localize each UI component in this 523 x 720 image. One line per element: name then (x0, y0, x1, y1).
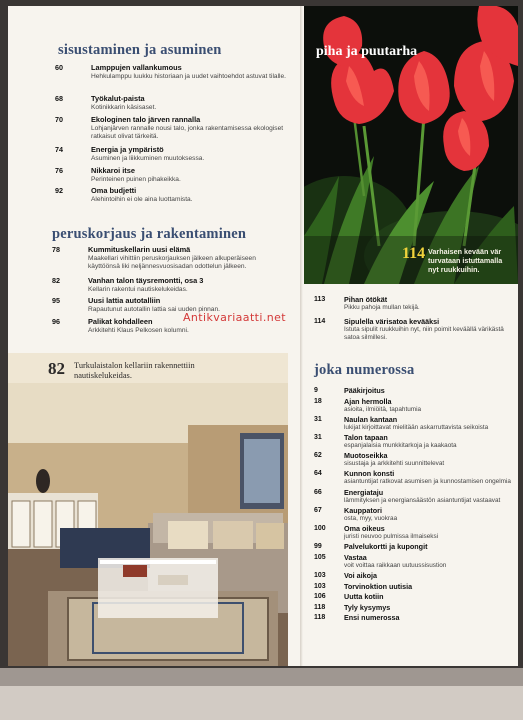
tulip-photo (304, 6, 518, 284)
list-item[interactable]: 114 Sipulella värisatoa kevääksi Istuta sipulit ruukkuihin nyt, niin poimit keväällä värikästä satoa silmillesi. (314, 317, 504, 341)
list-item[interactable]: 66 Energiataju lämmityksen ja energiansäästön asiantuntijat vastaavat (314, 487, 501, 504)
room-photo (8, 353, 288, 666)
list-item[interactable]: 74 Energia ja ympäristö Asuminen ja liikkuminen muutoksessa. (55, 145, 205, 162)
section-title-peruskorjaus: peruskorjaus ja rakentaminen (52, 226, 247, 242)
list-item[interactable]: 95 Uusi lattia autotalliin Rapautunut autotallin lattia sai uuden pinnan. (52, 296, 220, 313)
list-item[interactable]: 103 Torvinoktion uutisia (314, 581, 413, 591)
section-title-sisustaminen: sisustaminen ja asuminen (58, 42, 222, 58)
magazine-page (8, 6, 518, 666)
list-item[interactable]: 118 Ensi numerossa (314, 613, 400, 623)
list-item[interactable]: 118 Tyly kysymys (314, 602, 391, 612)
list-item[interactable]: 103 Voi aikoja (314, 571, 378, 580)
room-caption-page-number: 82 (48, 359, 65, 378)
list-item[interactable]: 78 Kummituskellarin uusi elämä Maakellari vihittiin peruskorjauksen jälkeen alkuperäiseen käyttöönsä liki neljännesvuosisadan odottelun jälkeen. (52, 245, 256, 270)
list-item[interactable]: 68 Työkalut-paista Kotinikkarin käsisaset. (55, 94, 157, 111)
room-image (8, 353, 288, 666)
list-item[interactable]: 113 Pihan ötökät Pikku pahoja mullan tekijä. (314, 295, 420, 311)
watermark-antikvariaatti: Antikvariaatti.net (183, 311, 286, 324)
list-item[interactable]: 106 Uutta kotiin (314, 592, 384, 602)
list-item[interactable]: 67 Kauppatori osta, myy, vuokraa (314, 505, 398, 522)
list-item[interactable]: 92 Oma budjetti Alehintoihin ei ole aina luottamista. (55, 186, 193, 203)
list-item[interactable]: 18 Ajan hermolla asioita, ilmiöitä, tapahtumia (314, 396, 422, 413)
list-item[interactable]: 64 Kunnon konsti asiantuntijat ratkovat asumisen ja kunnostamisen ongelmia (314, 469, 511, 486)
photo-title-piha-ja-puutarha: piha ja puutarha (316, 44, 418, 59)
list-item[interactable]: 70 Ekologinen talo järven rannalla Lohjanjärven rannalle nousi talo, jonka rakentamisessa ekologiset ratkaisut olivat tärkeitä. (55, 115, 284, 140)
list-item[interactable]: 62 Muotoseikka sisustaja ja arkkitehti suunnittelevat (314, 451, 445, 468)
page-gutter (300, 6, 303, 666)
section-title-joka-numerossa: joka numerossa (314, 362, 415, 378)
list-item[interactable]: 60 Lamppujen vallankumous Hehkulamppu luukku historiaan ja uudet vaihtoehdot astuvat tilalle. (55, 63, 287, 80)
list-item[interactable]: 76 Nikkaroi itse Perinteinen puinen pihakeikka. (55, 166, 181, 183)
room-caption: Turkulaistalon kellariin rakennettiin nautiskelukeidas. (74, 361, 195, 380)
photo-caption-page-number: 114 (402, 245, 426, 262)
photo-caption: Varhaisen kevään vär turvataan istuttamalla nyt ruukkuihin. (428, 247, 503, 274)
list-item[interactable]: 99 Palvelukortti ja kupongit (314, 542, 428, 552)
list-item[interactable]: 105 Vastaa voit voittaa raikkaan uutuussisustion (314, 552, 447, 569)
list-item[interactable]: 9 Pääkirjoitus (314, 386, 385, 395)
list-item[interactable]: 100 Oma oikeus juristi neuvoo pulmissa ilmaiseksi (314, 524, 439, 540)
list-item[interactable]: 31 Naulan kantaan lukijat kirjoittavat mielitään askarruttavista seikoista (314, 414, 489, 431)
list-item[interactable]: 82 Vanhan talon täysremontti, osa 3 Kellarin rakentui nautiskelukeidas. (52, 276, 204, 293)
page-bottom-edge (0, 668, 523, 720)
list-item[interactable]: 31 Talon tapaan espanjalaisia munkkitarkoja ja kaakaota (314, 433, 457, 449)
list-item[interactable]: 96 Palikat kohdalleen Arkkitehti Klaus Pelkosen kolumni. (52, 317, 189, 334)
